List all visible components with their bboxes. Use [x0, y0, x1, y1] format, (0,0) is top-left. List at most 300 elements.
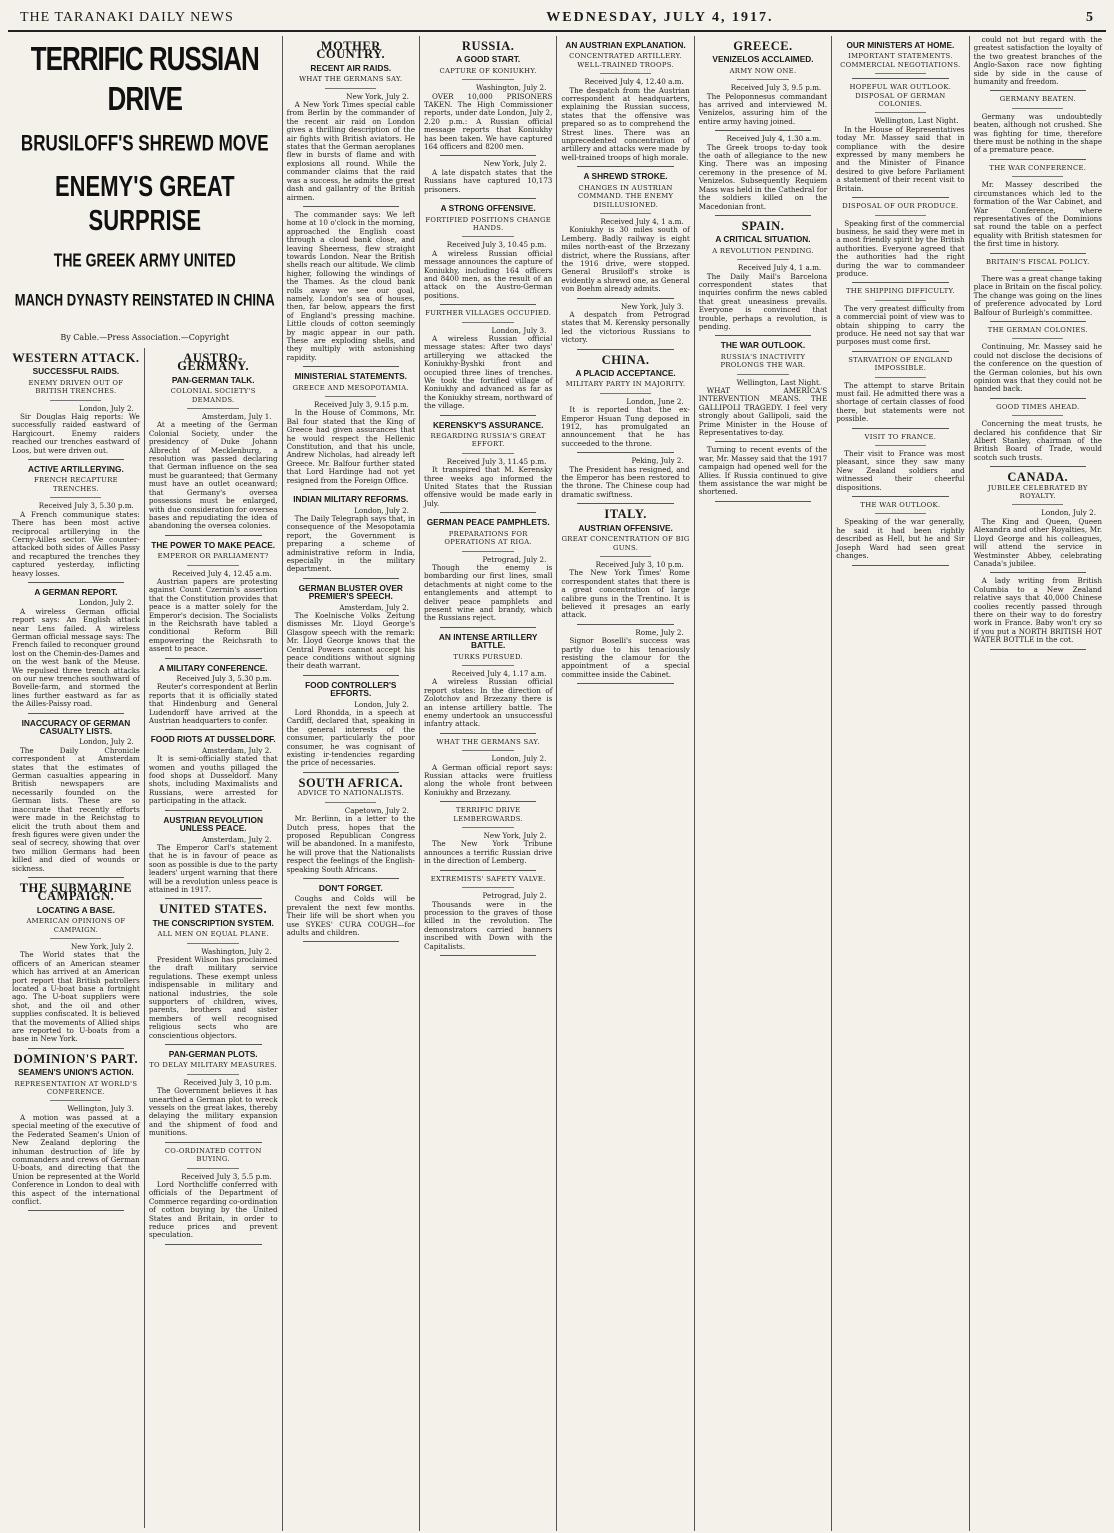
article-body: A late dispatch states that the Russians have captured 10,173 prisoners. [423, 167, 553, 194]
article-subhead: WHAT THE GERMANS SAY. [436, 737, 540, 746]
dateline: New York, July 2. [483, 831, 547, 841]
dateline: Received July 4, 1 a.m. [600, 216, 684, 226]
article-headline: A STRONG OFFENSIVE. [440, 203, 536, 214]
divider [165, 729, 262, 730]
article-subhead: REPRESENTATION AT WORLD'S CONFERENCE. [14, 1079, 138, 1097]
divider [715, 130, 811, 131]
dateline: Received July 4, 1.17 a.m. [451, 668, 547, 678]
dateline: Received July 4, 12.40 a.m. [584, 77, 684, 87]
article-subhead: IMPORTANT STATEMENTS. COMMERCIAL NEGOTIATIONS. [840, 52, 961, 69]
divider [600, 393, 651, 394]
lead-headline-2: BRUSILOFF'S SHREWD MOVE [20, 131, 269, 156]
article [699, 341, 827, 442]
divider [990, 90, 1086, 91]
article-subhead: ADVICE TO NATIONALISTS. [297, 789, 404, 798]
dateline: London, July 2. [491, 754, 547, 764]
divider [1012, 338, 1063, 339]
dateline: Received July 4, 12.45 a.m. [172, 568, 272, 578]
article [12, 465, 140, 583]
article-subhead: FRENCH RECAPTURE TRENCHES. [33, 476, 118, 493]
divider [600, 556, 651, 557]
dateline: Washington, July 2. [476, 83, 547, 93]
article [561, 507, 690, 624]
article-body: WHAT AMERICA'S INTERVENTION MEANS. THE GALLIPOLI TRAGEDY. I feel very strongly about Gallipoli, said the Prime Minister in the House of Representatives to-day. [698, 386, 828, 438]
article [561, 41, 689, 167]
dateline: Received July 3, 5.30 p.m. [176, 674, 272, 683]
article-subhead: THE SHIPPING DIFFICULTY. [845, 287, 955, 296]
divider [577, 452, 673, 453]
article-body: The New York Tribune announces a terrific Russian drive in the direction of Lemberg. [423, 839, 553, 866]
article-body: At a meeting of the German Colonial Society, under the presidency of Duke Johann Albrecht of Mecklenburg, a resolution was passed declaring that German influence on the sea must be guaranteed; that Germany must have an outlet oceanward; that Germany's oversea possessions must be enlarged, with due consideration for oversea bases and repudiating the idea of abandoning the oversea colonies. [148, 420, 278, 531]
dateline: Amsterdam, July 2. [202, 745, 272, 755]
article-subhead: THE GERMAN COLONIES. [987, 325, 1088, 334]
dateline: Received July 4, 1.30 a.m. [726, 134, 822, 144]
article [149, 1050, 278, 1143]
article-subhead: ALL MEN ON EQUAL PLANE. [157, 930, 269, 939]
article-body: The Government believes it has unearthed a German plot to wreck vessels on the great lakes, thereby delaying the military expansion and the shipment of food and munitions. [148, 1086, 278, 1138]
article-headline: PAN-GERMAN PLOTS. [168, 1049, 258, 1060]
divider [165, 1142, 262, 1143]
article-body: The despatch from the Austrian correspondent at headquarters, explaining the Russian success, states that the offensive was prepared so as to comprehend the Strest lines. There was an unprecedented concentration of artillery and attacks were made by well-trained troops of high morale. [561, 85, 690, 162]
article-subhead: PREPARATIONS FOR OPERATIONS AT RIGA. [444, 529, 532, 547]
article-headline: SUCCESSFUL RAIDS. [32, 366, 120, 377]
article-body: Austrian papers are protesting against Count Czernin's assertion that the Constitution provides that peace is a matter solely for the Emperor's decision. The Socialists in the Reichsrath have tabled a conditional Reform Bill empowering the Reichsrath to assent to peace. [148, 576, 278, 654]
article-body: The Koelnische Volks Zeitung dismisses Mr. Lloyd George's Glasgow speech with the remark: Mr. Lloyd George knows that the Central Powers cannot accept his peace conditions without signing their death warrant. [286, 610, 415, 671]
divider [462, 79, 513, 80]
article-body: The Daily Mail's Barcelona correspondent states that inquiries confirm the news cabled that great uneasiness prevails. Everyone is convinced that trouble, perhaps a revolution, is pending. [698, 271, 828, 331]
divider [28, 1048, 124, 1049]
article-body: The Daily Chronicle correspondent at Amsterdam states that the estimates of German casualties appearing in British newspapers are necessarily founded on the German lists. These are so inaccurate that recently efforts were made in the Reichstag to elicit the truth about them and fresh figures were given under the seal of secrecy, showing that over two million Germans had been killed and died of wounds or sickness. [12, 745, 140, 873]
article [974, 403, 1102, 467]
divider [715, 441, 811, 442]
divider [577, 503, 673, 504]
article [974, 258, 1102, 322]
article-body: A wireless Russian official report states: In the direction of Zolotchov and Brzezany there is an intense artillery battle. The enemy undertook an unsuccessful infantry attack. [423, 677, 553, 729]
divider [187, 565, 239, 566]
article-headline: FOOD CONTROLLER'S EFFORTS. [305, 679, 397, 699]
column-8 [970, 36, 1106, 1531]
column-6 [695, 36, 832, 1531]
dateline: Received July 3, 11.45 p.m. [446, 456, 547, 466]
article [287, 372, 415, 490]
article [424, 309, 552, 415]
divider [440, 512, 536, 513]
article-subhead: CHANGES IN AUSTRIAN COMMAND. THE ENEMY DISILLUSIONED. [577, 183, 674, 209]
article [424, 875, 552, 956]
dateline: Received July 3, 9.15 p.m. [313, 400, 409, 410]
article [974, 36, 1102, 91]
article-body: Koniukhy is 30 miles south of Lemberg. Badly railway is eight miles north-east of the Brzezany district, where the Russians, after the 1916 drive, were stopped. General Brusiloff's stroke is evidently a shrewd one, as General von Boehm already admits. [561, 225, 690, 294]
divider [600, 73, 651, 74]
lead-byline: By Cable.—Press Association.—Copyright [60, 333, 230, 342]
article-body: A French communique states: There has been most active reciprocal artillerying in the Cerny-Ailles sector. We counter-attacked both sides of Ailles Passy and recaptured the trenches they captured yesterday, inflicting heavy losses. [12, 509, 140, 578]
article-subhead: TO DELAY MILITARY MEASURES. [149, 1061, 278, 1070]
article-subhead: GREAT CONCENTRATION OF BIG GUNS. [561, 535, 690, 552]
divider [852, 282, 948, 283]
divider [737, 374, 788, 375]
lead-headline-3: ENEMY'S GREAT SURPRISE [54, 170, 235, 237]
divider [303, 366, 399, 367]
article [836, 287, 964, 351]
divider [990, 398, 1086, 399]
article-body: Lord Northcliffe conferred with officials of the Department of Commerce regarding co-ordination of cotton buying by the United States and Britain, in order to reduce prices and prevent speculation. [148, 1179, 278, 1240]
divider [715, 501, 811, 502]
article-body: A lady writing from British Columbia to a New Zealand relative says that 40,000 Chinese coolies recently passed through there on their way to do forestry work in France. Baby won't cry so if you put a NORTH BRITISH HOT WATER BOTTLE in the cot. [973, 576, 1102, 645]
article [424, 518, 552, 627]
article [424, 738, 552, 802]
divider [325, 88, 376, 89]
dateline: Received July 3, 10 p.m. [183, 1077, 272, 1087]
article-headline: ACTIVE ARTILLERYING. [28, 464, 124, 475]
divider [440, 198, 536, 199]
article [12, 880, 140, 1049]
article-headline: DON'T FORGET. [318, 882, 383, 893]
divider [875, 377, 926, 378]
dateline: Petrograd, July 2. [482, 891, 547, 901]
divider [1012, 270, 1063, 271]
divider [440, 304, 536, 305]
divider [577, 624, 673, 625]
article-subhead: REGARDING RUSSIA'S GREAT EFFORT. [430, 432, 546, 449]
dateline: Washington, July 2. [201, 946, 272, 956]
article-headline: GERMAN BLUSTER OVER PREMIER'S SPEECH. [298, 582, 403, 602]
dateline: London, July 2. [78, 737, 134, 747]
divider [577, 349, 673, 350]
divider [737, 79, 788, 80]
divider [303, 878, 399, 879]
section-title: ITALY. [604, 507, 647, 522]
divider [440, 733, 536, 734]
article-body: Speaking of the war generally, he said it had been rightly described as Hell, but he and Sir Joseph Ward had seen great changes. [836, 517, 965, 561]
divider [165, 810, 262, 811]
article [424, 633, 552, 734]
article-body: Though the enemy is bombarding our first lines, small detachments at night come to the entanglements and attempt to deliver peace pamphlets and present wine and brandy, which the Russians reject. [423, 562, 553, 623]
article-body: The attempt to starve Britain must fail. He admitted there was a shortage of certain classes of food there, but statements were not possible. [836, 380, 965, 424]
divider [462, 453, 513, 454]
article-body: Continuing, Mr. Massey said he could not disclose the decisions of the conference on the question of the German colonies, but his own opinion was that they could not be handed back. [973, 342, 1102, 394]
article-headline: AUSTRIAN OFFENSIVE. [578, 522, 673, 533]
article-headline: KERENSKY'S ASSURANCE. [432, 419, 544, 430]
article-body: The President has resigned, and the Emperor has been restored to the throne. The Chinese coup had dramatic swiftness. [561, 464, 690, 499]
article-body: Turning to recent events of the war, Mr. Massey said that the 1917 campaign had opened well for the Allies. If Russia continued to give them assistance the war might be shortened. [698, 445, 828, 497]
article-headline: GERMAN PEACE PAMPHLETS. [426, 517, 550, 528]
section-title: DOMINION'S PART. [13, 1051, 139, 1066]
divider [440, 415, 536, 416]
divider [875, 215, 926, 216]
article-body: The World states that the officers of an American steamer which has arrived at an American port report that British patrollers located a U-boat base a fortnight ago. The U-boat suppliers were shot, and the oil and other supplies confiscated. It is believed that the movements of Allied ships are reported to U-boats from a base in New York. [12, 950, 140, 1044]
article-subhead: TERRIFIC DRIVE LEMBERGWARDS. [453, 806, 523, 823]
article [287, 495, 415, 579]
divider [875, 445, 926, 446]
article-body: Lord Rhondda, in a speech at Cardiff, declared that, speaking in the general interests of the consumer, particularly the poor consumer, he was cognisant of existing ir-tendencies regarding the price of necessaries. [286, 708, 415, 768]
article-headline: THE WAR OUTLOOK. [720, 340, 806, 351]
article-headline: A MILITARY CONFERENCE. [158, 662, 268, 673]
article-headline: INACCURACY OF GERMAN CASUALTY LISTS. [21, 717, 131, 737]
dateline: London, July 2. [78, 403, 134, 413]
article [974, 95, 1102, 159]
article [836, 83, 964, 198]
article [12, 1051, 140, 1212]
article-headline: A GERMAN REPORT. [34, 586, 118, 597]
article-subhead: DISPOSAL OF OUR PRODUCE. [842, 202, 959, 211]
divider [737, 259, 788, 260]
article-headline: A GOOD START. [456, 54, 521, 65]
divider [875, 73, 926, 74]
article-body: Coughs and Colds will be prevalent the next few months. Their life will be short when you use SYKES' CURA COUGH—for adults and children. [286, 894, 415, 937]
section-title: AUSTRO-GERMANY. [177, 351, 250, 374]
dateline: Capetown, July 2. [344, 805, 409, 815]
article [423, 39, 553, 156]
section-title: CHINA. [601, 352, 650, 367]
divider [852, 351, 948, 352]
divider [440, 627, 536, 628]
divider [462, 236, 513, 237]
article-subhead: EMPEROR OR PARLIAMENT? [157, 552, 269, 561]
article [561, 172, 689, 298]
article [149, 816, 278, 900]
article [836, 433, 964, 497]
article-body: A despatch from Petrograd states that M. Kerensky personally led the victorious Russians to victory. [561, 309, 690, 345]
article-subhead: EXTREMISTS' SAFETY VALVE. [430, 874, 546, 883]
dateline: Amsterdam, July 2. [202, 834, 272, 844]
divider [165, 658, 262, 659]
article [698, 39, 828, 131]
column-2 [145, 348, 282, 1528]
article-subhead: A REVOLUTION PENDING. [712, 246, 814, 255]
article-headline: AN AUSTRIAN EXPLANATION. [565, 40, 686, 50]
article-body: In the House of Representatives today Mr. Massey said that in compliance with the desire expressed by many members he and the Minister of Finance desired to give before Parliament a statement of their recent visit to Britain. [836, 124, 965, 193]
column-3 [283, 36, 420, 1531]
article-body: Reuter's correspondent at Berlin reports that it is officially stated that Hindenburg and General Ludendorff have arrived at the Austrian headquarters to confer. [148, 682, 278, 726]
divider [165, 535, 262, 536]
dateline: London, June 2. [626, 396, 684, 406]
divider [462, 887, 513, 888]
article [836, 501, 964, 565]
divider [990, 159, 1086, 160]
article-body: The Daily Telegraph says that, in consequence of the Mesopotamia report, the Government is preparing a scheme of administrative reform in India, especially in the military department. [286, 513, 415, 574]
article [148, 351, 278, 536]
article-headline: A PLACID ACCEPTANCE. [575, 368, 676, 378]
divider [303, 489, 399, 490]
divider [440, 801, 536, 802]
divider [1012, 504, 1063, 505]
dateline: Received July 3, 9.5 p.m. [730, 83, 822, 93]
article [836, 41, 964, 79]
article [149, 541, 278, 659]
article-body: It transpired that M. Kerensky three weeks ago informed the United States that the Russian offensive would be made early in July. [423, 465, 553, 508]
divider [28, 459, 124, 460]
divider [187, 1074, 239, 1075]
divider [440, 155, 536, 156]
article-headline: OUR MINISTERS AT HOME. [846, 40, 955, 50]
divider [303, 941, 399, 942]
article [287, 584, 415, 676]
article-headline: THE POWER TO MAKE PEACE. [151, 539, 276, 550]
article-headline: A CRITICAL SITUATION. [715, 234, 811, 245]
article-headline: MINISTERIAL STATEMENTS. [294, 371, 407, 382]
divider [303, 206, 399, 207]
divider [462, 665, 513, 666]
article-body: The very greatest difficulty from a commercial point of view was to obtain shipping to carry the produce. He need not say that war purposes must come first. [836, 303, 965, 347]
article-headline: SEAMEN'S UNION'S ACTION. [18, 1067, 134, 1078]
article-body: Thousands were in the procession to the graves of those killed in the revolution. The demonstrators carried banners inscribed with Down with the Capitalists. [423, 899, 553, 951]
masthead-date: WEDNESDAY, JULY 4, 1917. [546, 10, 774, 25]
divider [187, 1168, 239, 1169]
dateline: London, July 2. [78, 598, 134, 608]
article-subhead: TURKS PURSUED. [453, 652, 523, 661]
article-body: It is semi-officially stated that women and youths pillaged the food shops at Dusseldorf. Many shots, including Maximalists and Russians, were arrested for participating in the attack. [148, 754, 278, 806]
article [148, 902, 278, 1045]
column-7 [832, 36, 969, 1531]
divider [462, 551, 513, 552]
masthead [8, 8, 1106, 32]
article-subhead: CAPTURE OF KONIUKHY. [439, 66, 537, 75]
lead-headline-1: TERRIFIC RUSSIAN DRIVE [30, 38, 259, 118]
dateline: London, July 2. [354, 699, 409, 709]
article [149, 664, 278, 731]
divider [28, 1210, 124, 1211]
article [149, 735, 278, 810]
article-subhead: COLONIAL SOCIETY'S DEMANDS. [170, 387, 256, 404]
divider [187, 408, 239, 409]
article-body: A wireless Russian official message announces the capture of Koniukhy, including 164 officers and 8400 men, as the result of an attack on the Austro-German positions. [423, 248, 553, 300]
divider [715, 335, 811, 336]
dateline: Amsterdam, July 2. [339, 602, 409, 612]
divider [165, 1244, 262, 1245]
article-body: A wireless German official report says: An English attack near Lens failed. A wireless German official message says: The French failed to reconquer ground lost on the Chemin-des-Dames and on the west bank of the Meuse. We repulsed three trench attacks on our new trenches southward of Bovelle-farm, and stormed the lines further eastward as far as the Ailles-Paissy road. [12, 606, 140, 709]
article-subhead: MILITARY PARTY IN MAJORITY. [565, 380, 686, 389]
dateline: Peking, July 2. [631, 456, 684, 466]
divider [462, 322, 513, 323]
dateline: Petrograd, July 2. [482, 554, 547, 564]
article-headline: INDIAN MILITARY REFORMS. [293, 494, 409, 505]
divider [50, 400, 101, 401]
dateline: New York, July 3. [620, 301, 684, 311]
article-body: There was a great change taking place in Britain on the fiscal policy. The change was going on the lines of preference advocated by Lord Balfour of Burleigh's committee. [973, 273, 1102, 317]
article [424, 204, 552, 305]
article-body: A New York Times special cable from Berlin by the commander of the recent air raid on London gives a thrilling description of the air fights with British aviators. He states that the German aeroplanes flew in bursts of flame and with explosions all round. While the commander claims that the raid was a success, he admits the great dash and gallantry of the British airmen. [286, 100, 415, 202]
article-subhead: BRITAIN'S FISCAL POLICY. [986, 257, 1090, 266]
article-body: The King and Queen, Queen Alexandra and other Royalties, Mr. Lloyd George and his colleagues, will attend the service in Westminster Abbey, celebrating Canada's jubilee. [973, 516, 1102, 568]
article [698, 218, 828, 336]
article-subhead: FORTIFIED POSITIONS CHANGE HANDS. [425, 215, 552, 232]
divider [600, 213, 651, 214]
divider [462, 827, 513, 828]
divider [577, 166, 673, 167]
article [424, 806, 552, 870]
lead-and-left-columns [8, 36, 283, 1531]
article-subhead: RUSSIA'S INACTIVITY PROLONGS THE WAR. [720, 352, 806, 370]
article-subhead: ENEMY DRIVEN OUT OF BRITISH TRENCHES. [28, 378, 124, 396]
article-headline: FOOD RIOTS AT DUSSELDORF. [150, 734, 276, 745]
divider [325, 802, 376, 803]
dateline: Amsterdam, July 1. [202, 412, 272, 422]
divider [303, 675, 399, 676]
divider [50, 938, 101, 939]
divider [852, 197, 948, 198]
divider [990, 572, 1086, 573]
divider [875, 513, 926, 514]
article-body: OVER 10,000 PRISONERS TAKEN. The High Commissioner reports, under date London, July 2, 2.20 p.m.: A Russian official message reports that Koniukhy has been taken. We have captured 164 officers and 8200 men. [423, 91, 553, 152]
section-title: RUSSIA. [461, 39, 515, 53]
dateline: London, July 2. [354, 505, 409, 515]
section-title: SPAIN. [741, 218, 785, 233]
article-subhead: THE WAR OUTLOOK. [860, 501, 941, 510]
article-body: Germany was undoubtedly beaten, although not crushed. She was fighting for time, therefore there must be nothing in the shape of a premature peace. [973, 111, 1102, 155]
article-body: could not but regard with the greatest satisfaction the loyalty of the two greatest branches of the Anglo-Saxon race now fighting side by side in the cause of humanity and freedom. [973, 36, 1102, 87]
article-subhead: AMERICAN OPINIONS OF CAMPAIGN. [26, 917, 126, 934]
dateline: Rome, July 2. [635, 627, 684, 637]
article [287, 884, 415, 942]
dateline: New York, July 2. [483, 159, 547, 169]
article [12, 351, 140, 460]
article [974, 164, 1102, 254]
article [974, 326, 1102, 399]
section-title: GREECE. [733, 39, 793, 53]
article-subhead: GREECE AND MESOPOTAMIA. [292, 383, 409, 392]
dateline: New York, July 2. [346, 91, 409, 101]
dateline: London, July 2. [1041, 508, 1096, 518]
divider [1012, 415, 1063, 416]
divider [990, 466, 1086, 467]
article-body: Signor Boselli's success was partly due to his tenaciously resisting the clamour for the appointment of a special committee inside the Cabinet. [561, 636, 690, 679]
article-subhead: STARVATION OF ENGLAND IMPOSSIBLE. [848, 355, 953, 373]
section-title: CANADA. [1007, 470, 1069, 485]
column-5 [557, 36, 694, 1531]
article-body: A motion was passed at a special meeting of the executive of the Federated Seamen's Union of New Zealand deploring the inhuman destruction of life by commanders and crews of German U-boats, and directing that the Union be represented at the World Conference in London to deal with this aspect of the international conflict. [12, 1112, 140, 1206]
divider [577, 683, 673, 684]
article [149, 1147, 278, 1245]
divider [187, 943, 239, 944]
article-body: Concerning the meat trusts, he declared his confidence that Sir Albert Stanley, chairman of the British Board of Trade, would scotch such trusts. [973, 419, 1102, 462]
divider [303, 578, 399, 579]
divider [577, 298, 673, 299]
dateline: Wellington, Last Night. [736, 377, 822, 387]
divider [440, 870, 536, 871]
divider [440, 955, 536, 956]
article-subhead: JUBILEE CELEBRATED BY ROYALTY. [987, 483, 1088, 501]
divider [28, 877, 124, 878]
article-body: A wireless Russian official message states: After two days' artillerying we attacked the Koniukhy-Byshki front and occupied three lines of trenches. We took the fortified village of Koniukhy and advanced as far as the Koniukhy stream, northward of the village. [423, 333, 553, 411]
article-subhead: GOOD TIMES AHEAD. [996, 402, 1080, 411]
article-body: The commander says: We left home at 10 o'clock in the morning, approached the English coast through a cloud bank close, and leaving Sheerness, flew straight towards London. Near the British shells reach our altitude. We climb higher, following the windings of the Thames. As the cloud bank rolls away we see our goal, namely, London's sea of houses, then, far below, appears the first of England's pressing machine. Little clouds of cotton seemingly by magic appear in our path. These are exploding shells, and they multiply with astonishing rapidity. [286, 209, 415, 362]
divider [28, 713, 124, 714]
article-subhead: VISIT TO FRANCE. [864, 432, 937, 441]
article [699, 446, 827, 501]
article [699, 135, 827, 216]
article-body: Mr. Massey described the circumstances which led to the formation of the War Cabinet, and War Conference, where representatives of the Dominions sat round the table on a perfect equality with British statesmen for the first time in history. [973, 180, 1102, 249]
article-body: Mr. Berlinn, in a letter to the Dutch press, hopes that the proposed Republican Congress will be abandoned. In a manifesto, he will prove that the Nationalists respect the feelings of the English-speaking South Africans. [286, 814, 415, 874]
dateline: Received July 3, 10 p.m. [595, 559, 684, 569]
dateline: Received July 3, 5.30 p.m. [38, 501, 134, 511]
dateline: Received July 4, 1 a.m. [737, 263, 822, 273]
article [287, 211, 415, 367]
article-subhead: THE WAR CONFERENCE. [989, 163, 1087, 172]
article-headline: VENIZELOS ACCLAIMED. [712, 54, 814, 65]
article-headline: RECENT AIR RAIDS. [310, 62, 392, 73]
column-4 [420, 36, 557, 1531]
article-subhead: HOPEFUL WAR OUTLOOK. DISPOSAL OF GERMAN COLONIES. [849, 83, 952, 109]
section-title: SOUTH AFRICA. [298, 775, 403, 790]
article-body: Their visit to France was most pleasant, since they saw many New Zealand soldiers and witnessed their cheerful dispositions. [836, 449, 965, 492]
section-title: UNITED STATES. [159, 902, 268, 917]
article [561, 352, 690, 454]
article [12, 719, 140, 878]
dateline: Wellington, Last Night. [874, 116, 959, 126]
dateline: Wellington, July 3. [67, 1104, 134, 1114]
article [287, 681, 415, 773]
article [836, 356, 964, 429]
